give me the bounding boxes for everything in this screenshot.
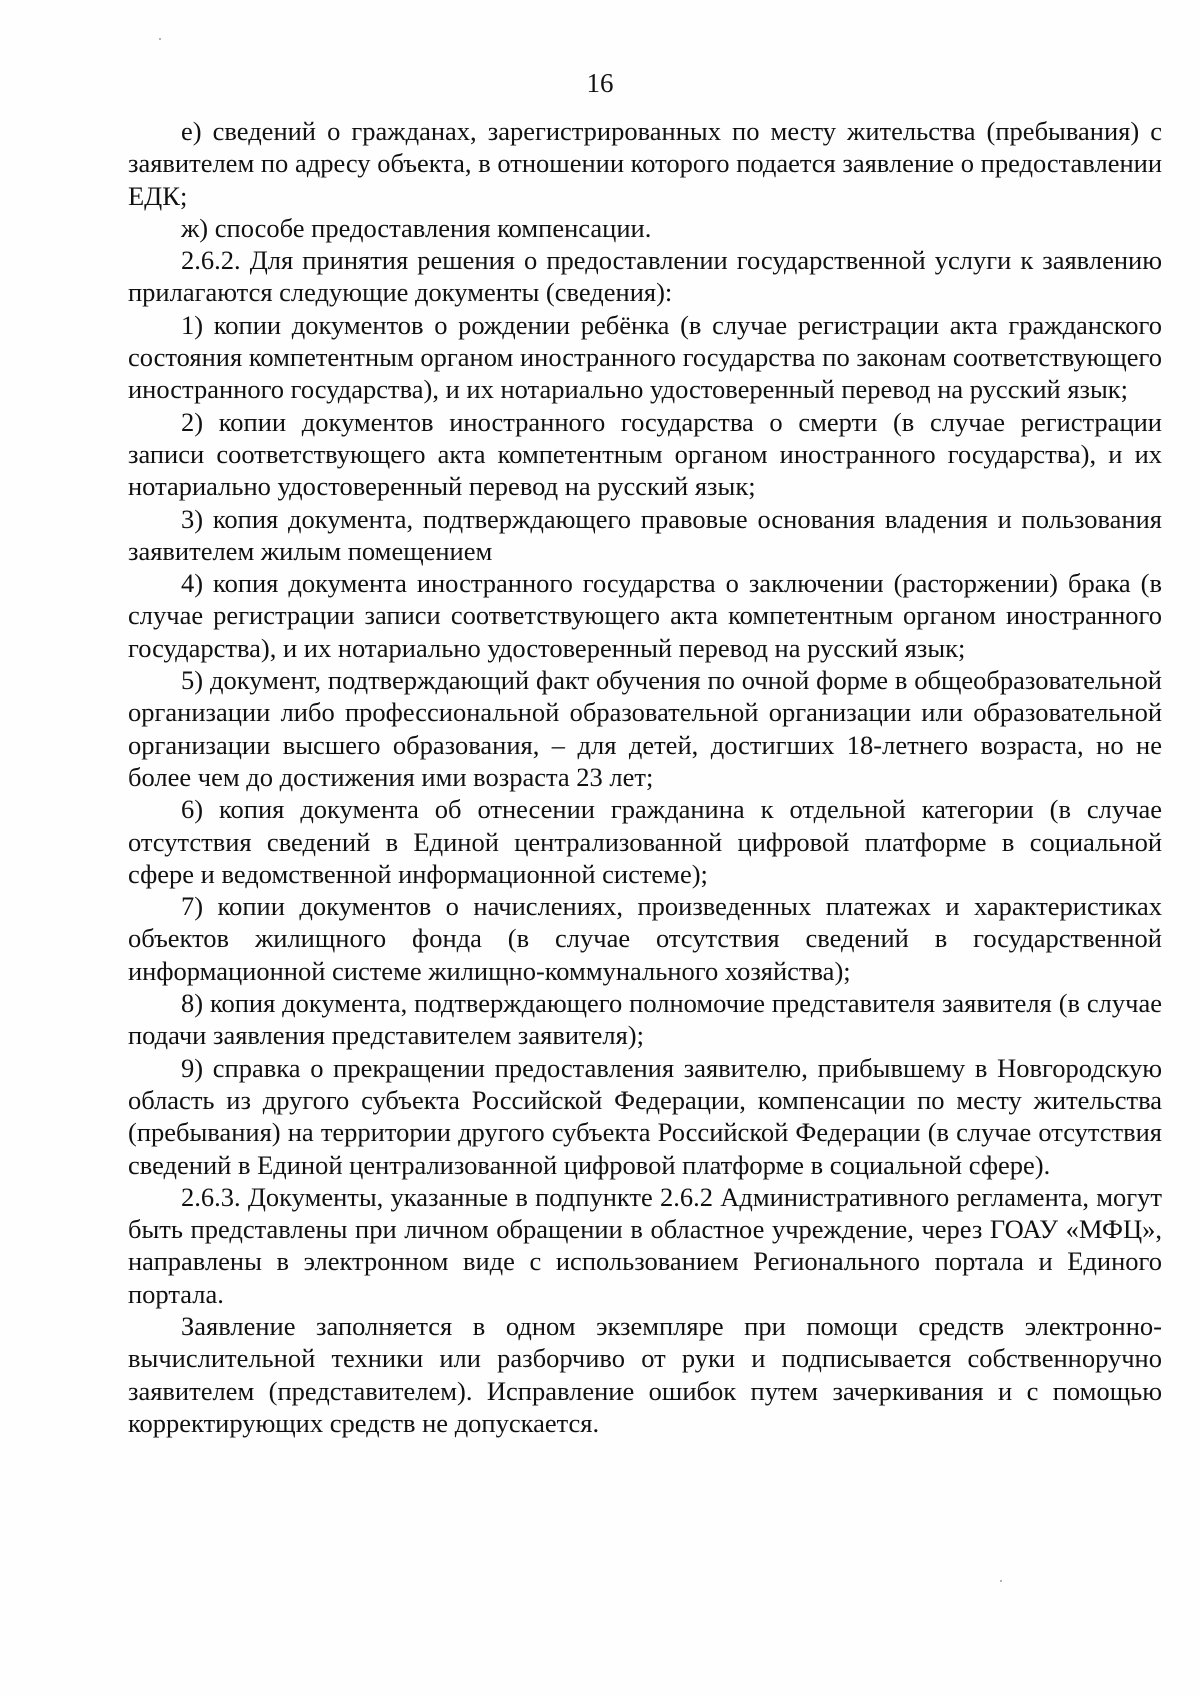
paragraph-e: е) сведений о гражданах, зарегистрированных по месту жительства (пребывания) с заявителем по адресу объекта, в отношении которого подается заявление о предоставлении ЕДК; [128, 116, 1162, 211]
list-item-1: 1) копии документов о рождении ребёнка (в случае регистрации акта гражданского состояния компетентным органом иностранного государства по законам соответствующего иностранного государства), и их нотариально удостоверенный перевод на русский язык; [128, 309, 1162, 405]
page-number: 16 [586, 68, 614, 98]
list-item-6: 6) копия документа об отнесении гражданина к отдельной категории (в случае отсутствия сведений в Единой централизованной цифровой платформе в социальной сфере и ведомственной информационной системе); [128, 794, 1162, 889]
paragraph-application-filling: Заявление заполняется в одном экземпляре при помощи средств электронно-вычислительной техники или разборчиво от руки и подписывается собственноручно заявителем (представителем). Исправление ошибок путем зачеркивания и с помощью корректирующих средств не допускается. [128, 1310, 1162, 1438]
list-item-5: 5) документ, подтверждающий факт обучения по очной форме в общеобразовательной организации либо профессиональной образовательной организации или образовательной организации высшего образования, – для детей, достигших 18-летнего возраста, но не более чем до достижения ими возраста 23 лет; [128, 665, 1162, 792]
list-item-3: 3) копия документа, подтверждающего правовые основания владения и пользования заявителем жилым помещением [128, 503, 1162, 566]
scan-speck [159, 38, 161, 40]
list-item-7: 7) копии документов о начислениях, произведенных платежах и характеристиках объектов жилищного фонда (в случае отсутствия сведений в государственной информационной системе жилищно-коммунального хозяйства); [128, 891, 1162, 986]
document-body [128, 115, 1162, 1439]
paragraph-zh: ж) способе предоставления компенсации. [181, 212, 652, 243]
list-item-2: 2) копии документов иностранного государства о смерти (в случае регистрации записи соответствующего акта компетентным органом иностранного государства), и их нотариально удостоверенный перевод на русский язык; [128, 406, 1162, 502]
list-item-8: 8) копия документа, подтверждающего полномочие представителя заявителя (в случае подачи заявления представителем заявителя); [128, 988, 1162, 1051]
list-item-4: 4) копия документа иностранного государства о заключении (расторжении) брака (в случае регистрации записи соответствующего акта компетентным органом иностранного государства), и их нотариально удостоверенный перевод на русский язык; [128, 568, 1162, 663]
paragraph-2-6-2: 2.6.2. Для принятия решения о предоставлении государственной услуги к заявлению прилагаются следующие документы (сведения): [128, 245, 1162, 308]
list-item-9: 9) справка о прекращении предоставления заявителю, прибывшему в Новгородскую область из другого субъекта Российской Федерации, компенсации по месту жительства (пребывания) на территории другого субъекта Российской Федерации (в случае отсутствия сведений в Единой централизованной цифровой платформе в социальной сфере). [128, 1052, 1162, 1180]
scan-speck [1000, 1580, 1002, 1582]
paragraph-2-6-3: 2.6.3. Документы, указанные в подпункте 2.6.2 Административного регламента, могут быть представлены при личном обращении в областное учреждение, через ГОАУ «МФЦ», направлены в электронном виде с использованием Регионального портала и Единого портала. [128, 1181, 1162, 1309]
